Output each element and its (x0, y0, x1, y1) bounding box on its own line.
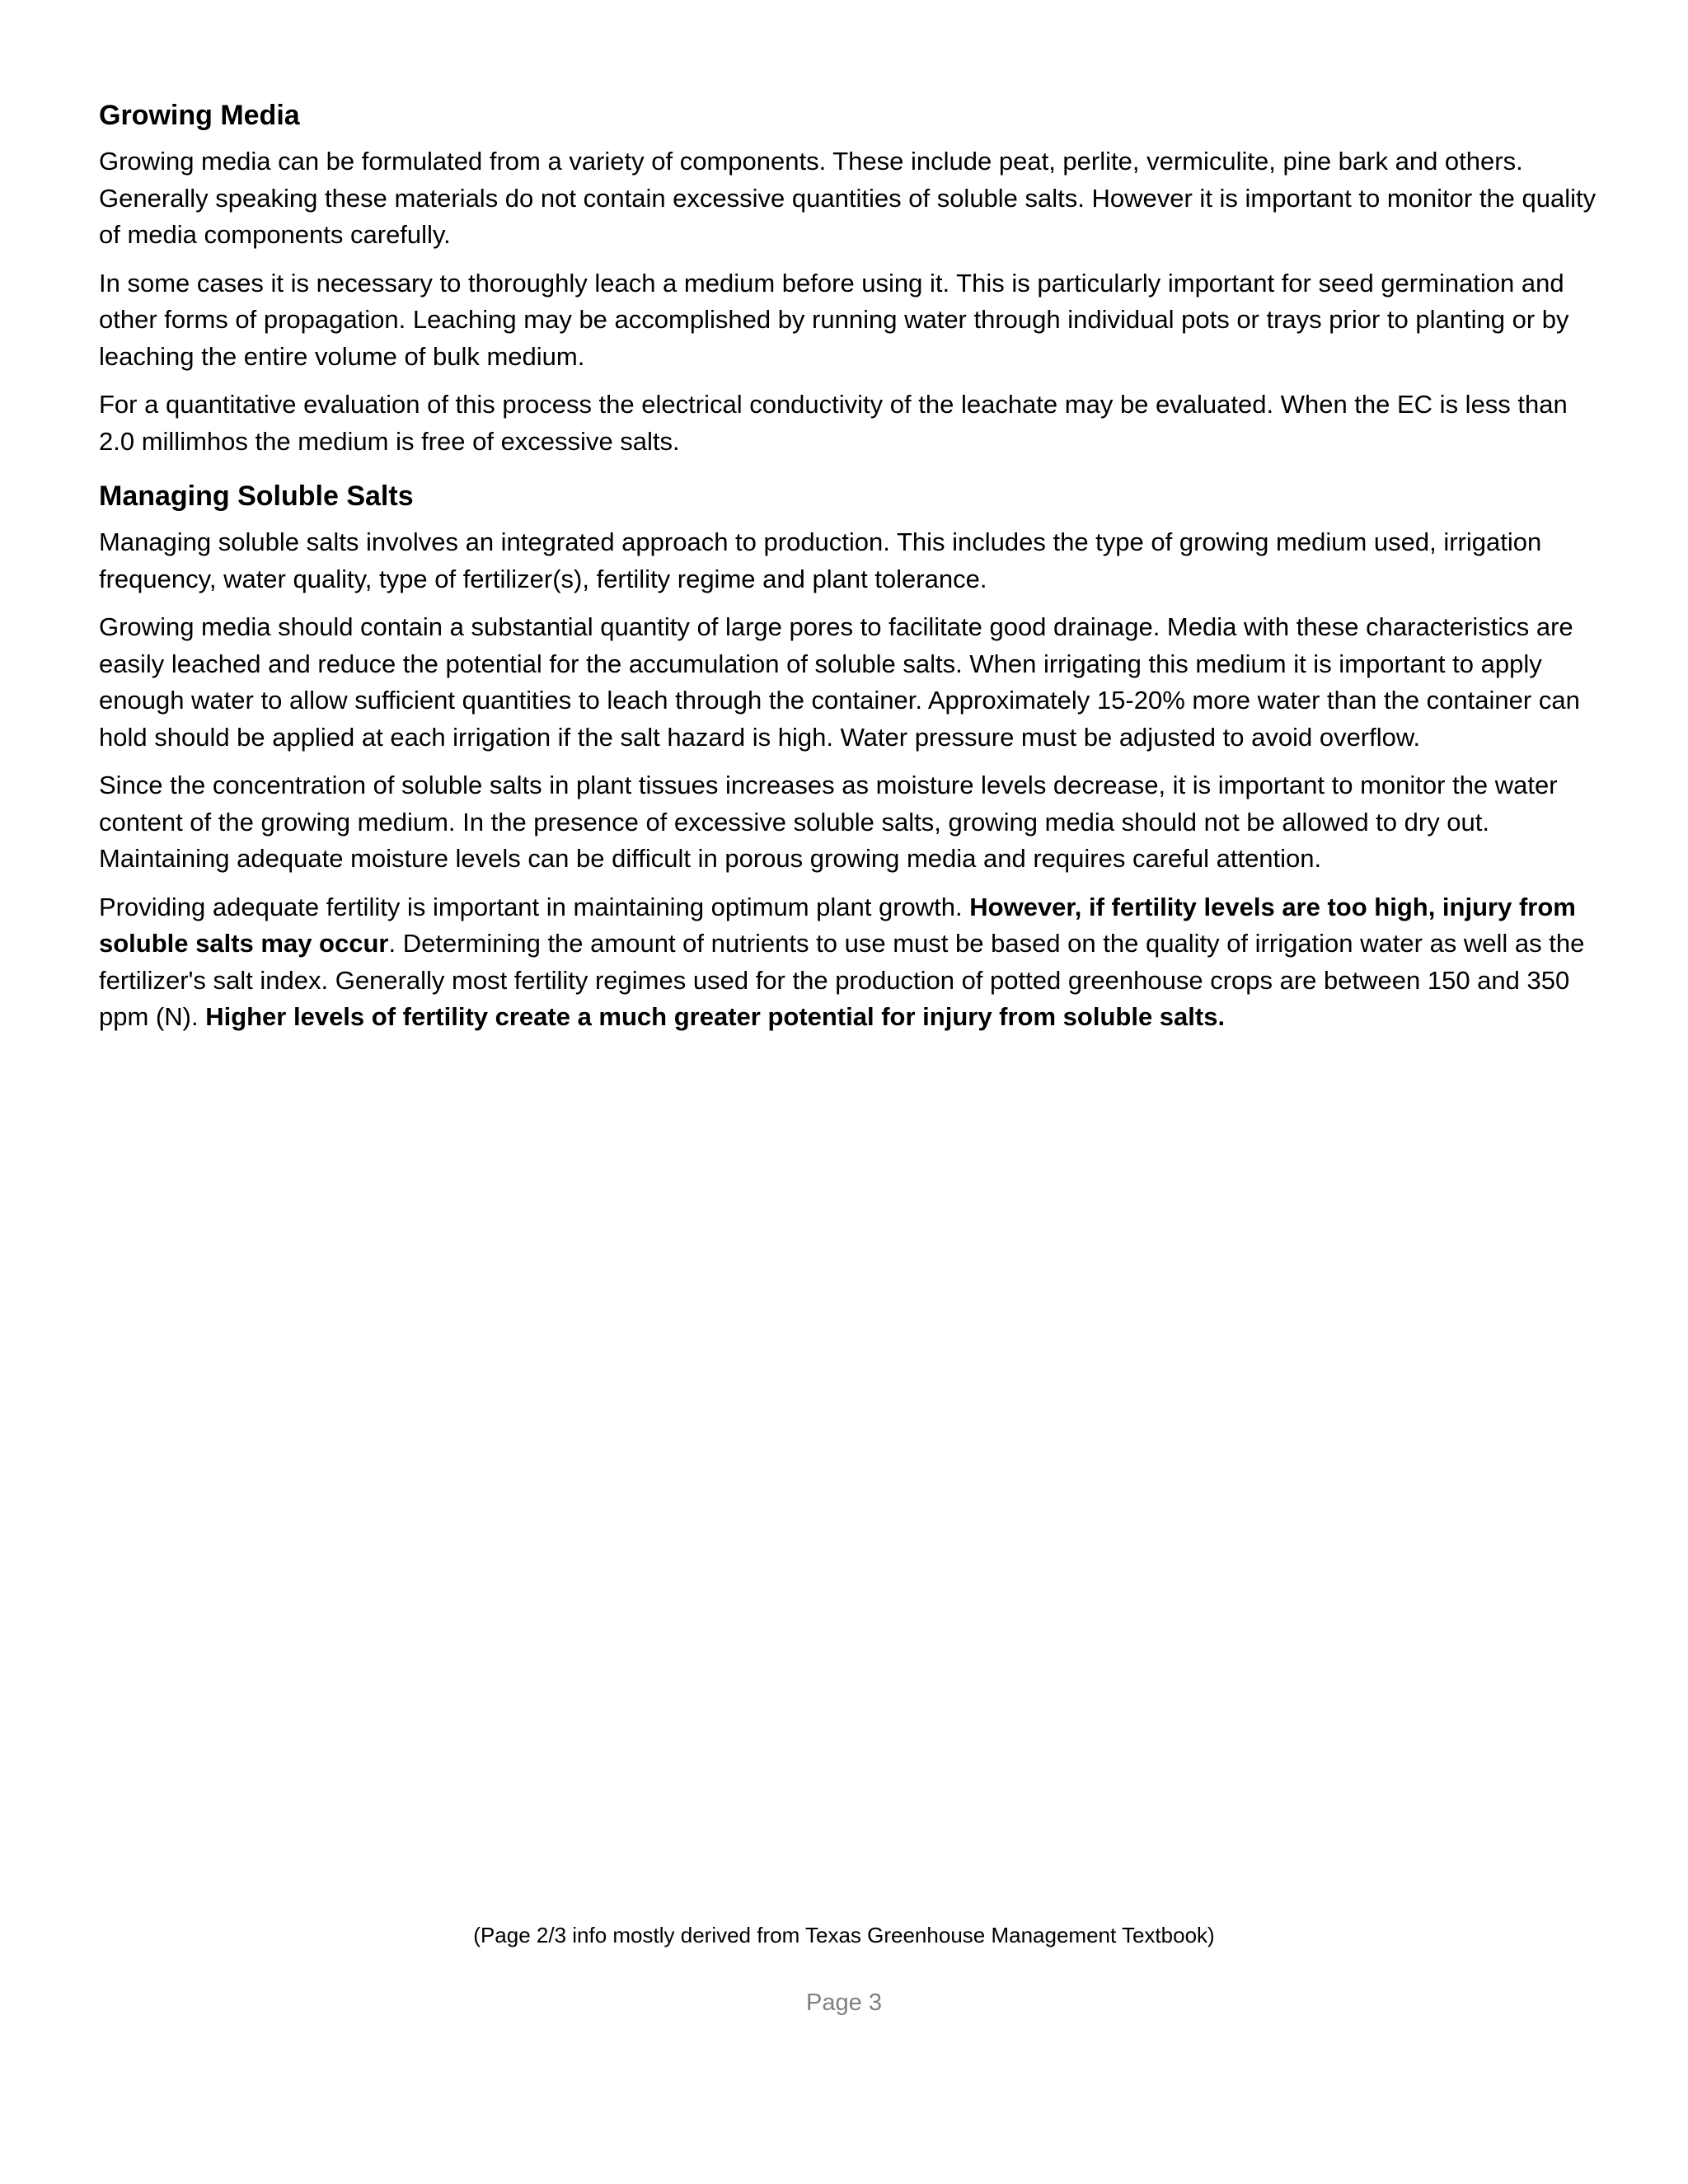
paragraph: For a quantitative evaluation of this process the electrical conductivity of the leachate may be evaluated. When the EC is less than 2.0 millimhos the medium is free of excessive salts. (99, 390, 1568, 456)
section-heading-managing-soluble-salts: Managing Soluble Salts (99, 480, 414, 512)
paragraph: Growing media can be formulated from a variety of components. These include peat, perlite, vermiculite, pine bark and others. Generally speaking these materials do not contain excessive quantities of soluble salts. However it is important to monitor the quality of media components carefully. (99, 147, 1597, 249)
bold-text-run: However, if fertility levels are too high, injury from soluble salts may occur (99, 892, 1576, 958)
paragraph: Managing soluble salts involves an integrated approach to production. This includes the type of growing medium used, irrigation frequency, water quality, type of fertilizer(s), fertility regime and plant tolerance. (99, 527, 1542, 593)
bold-text-run: Higher levels of fertility create a much greater potential for injury from soluble salts. (205, 1002, 1226, 1031)
source-note: (Page 2/3 info mostly derived from Texas Greenhouse Management Textbook) (473, 1923, 1215, 1947)
document-body (99, 97, 1599, 1047)
text-run: Providing adequate fertility is important in maintaining optimum plant growth. (99, 892, 970, 921)
paragraph: In some cases it is necessary to thoroughly leach a medium before using it. This is particularly important for seed germination and other forms of propagation. Leaching may be accomplished by running water through individual pots or trays prior to planting or by leaching the entire volume of bulk medium. (99, 268, 1569, 371)
section-heading-growing-media: Growing Media (99, 100, 300, 131)
page-number: Page 3 (806, 1990, 882, 2016)
text-run: . Determining the amount of nutrients to use must be based on the quality of irrigation water as well as the fertilizer's salt index. Generally most fertility regimes used for the production of potted greenhouse crops are between 150 and 350 ppm (N). (99, 929, 1585, 1031)
paragraph: Since the concentration of soluble salts in plant tissues increases as moisture levels decrease, it is important to monitor the water content of the growing medium. In the presence of excessive soluble salts, growing media should not be allowed to dry out. Maintaining adequate moisture levels can be difficult in porous growing media and requires careful attention. (99, 771, 1558, 873)
paragraph: Growing media should contain a substantial quantity of large pores to facilitate good drainage. Media with these characteristics are easily leached and reduce the potential for the accumulation of soluble salts. When irrigating this medium it is important to apply enough water to allow sufficient quantities to leach through the container. Approximately 15-20% more water than the container can hold should be applied at each irrigation if the salt hazard is high. Water pressure must be adjusted to avoid overflow. (99, 612, 1580, 752)
fertility-paragraph (99, 889, 1599, 1036)
